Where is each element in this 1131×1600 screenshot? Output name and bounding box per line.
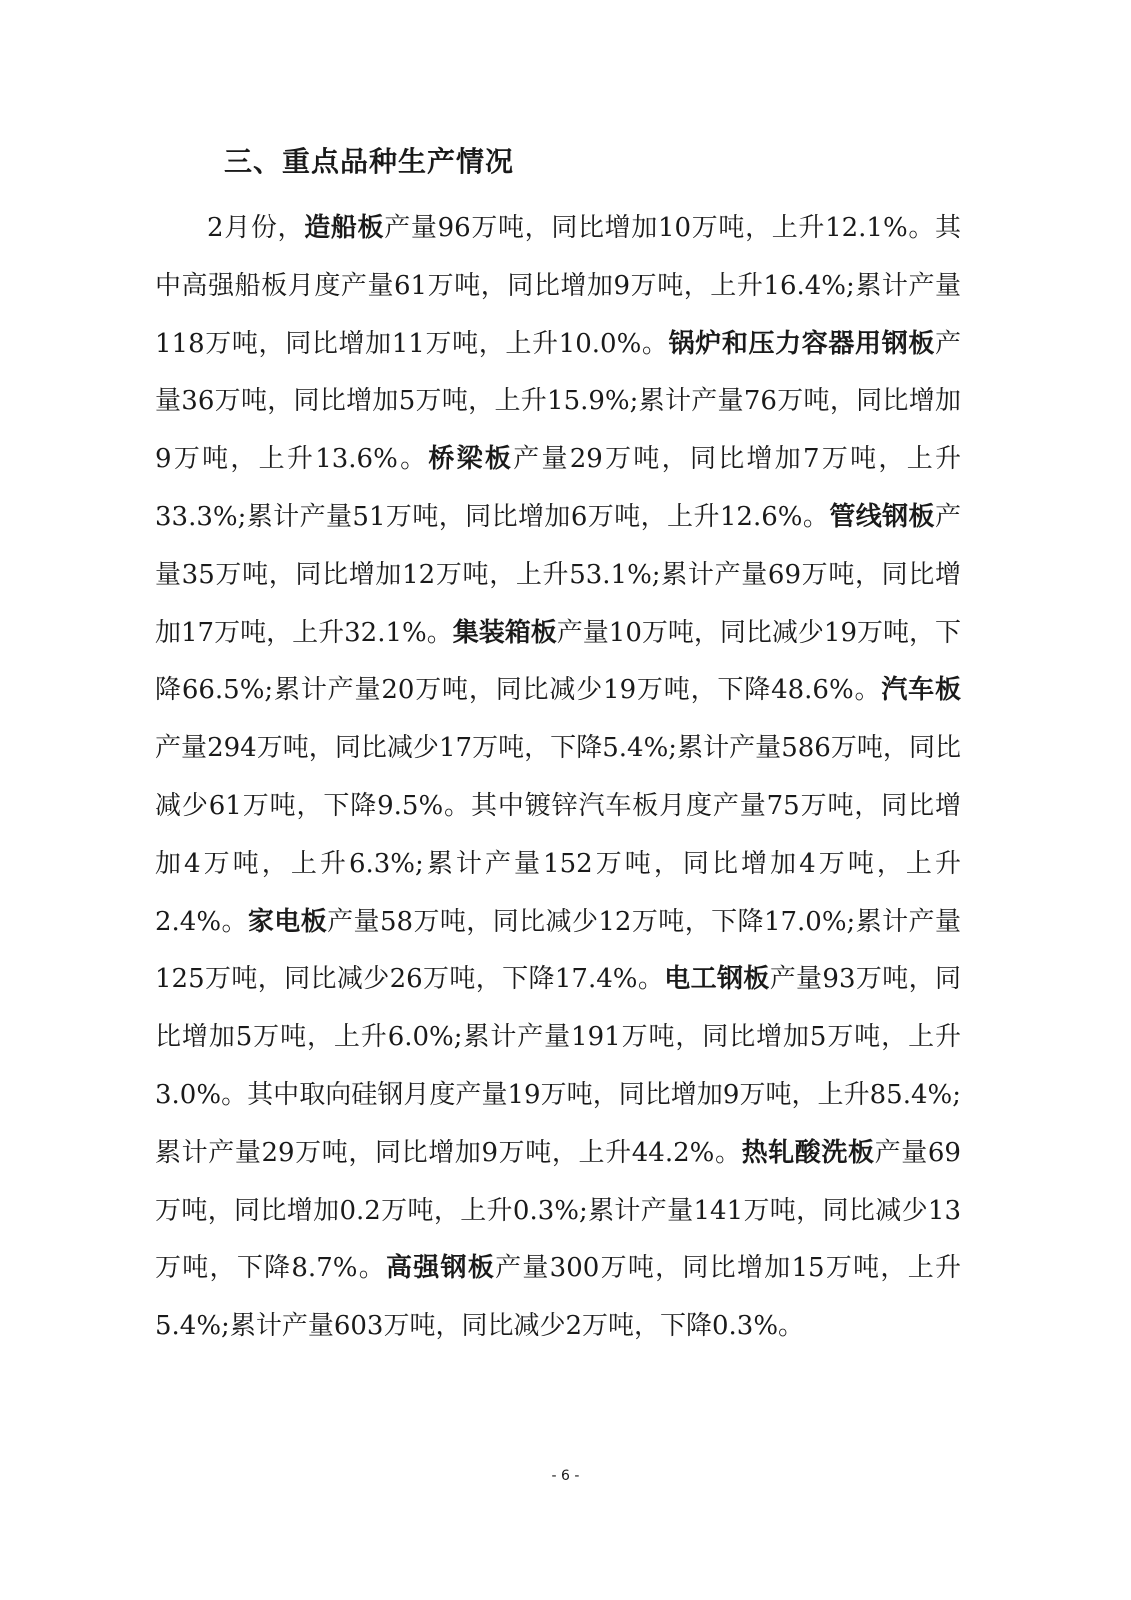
product-term: 造船板 [304, 213, 385, 243]
product-term: 高强钢板 [386, 1253, 496, 1284]
product-term: 管线钢板 [829, 501, 935, 532]
text-segment: 产量29万吨，同比增加7万吨，上升33.3%;累计产量51万吨，同比增加6万吨，上升12.6%。 [155, 444, 961, 532]
page-number: - 6 - [551, 1468, 580, 1484]
product-term: 家电板 [247, 906, 328, 937]
text-segment: 产量93万吨，同比增加5万吨，上升6.0%;累计产量191万吨，同比增加5万吨，上升3.0%。其中取向硅钢月度产量19万吨，同比增加9万吨，上升85.4%;累计产量29万吨，同比增加9万吨，上升44.2%。 [155, 964, 961, 1168]
text-segment: 产量10万吨，同比减少19万吨，下降66.5%;累计产量20万吨，同比减少19万吨，下降48.6%。 [155, 617, 961, 706]
text-segment: 产量294万吨，同比减少17万吨，下降5.4%;累计产量586万吨，同比减少61万吨，下降9.5%。其中镀锌汽车板月度产量75万吨，同比增加4万吨，上升6.3%;累计产量152万吨，同比增加4万吨，上升2.4%。 [155, 733, 961, 937]
product-term: 集装箱板 [452, 617, 557, 648]
text-segment: 产量36万吨，同比增加5万吨，上升15.9%;累计产量76万吨，同比增加9万吨，上升13.6%。 [155, 328, 961, 475]
section-heading: 三、重点品种生产情况 [224, 145, 515, 178]
text-segment: 产量58万吨，同比减少12万吨，下降17.0%;累计产量125万吨，同比减少26万吨，下降17.4%。 [155, 906, 961, 995]
text-segment: 产量35万吨，同比增加12万吨，上升53.1%;累计产量69万吨，同比增加17万吨，上升32.1%。 [155, 501, 961, 648]
text-segment: 产量69万吨，同比增加0.2万吨，上升0.3%;累计产量141万吨，同比减少13万吨，下降8.7%。 [155, 1137, 961, 1284]
product-term: 锅炉和压力容器用钢板 [668, 328, 935, 359]
product-term: 汽车板 [881, 675, 961, 706]
product-term: 热轧酸洗板 [741, 1137, 875, 1168]
text-segment: 产量300万吨，同比增加15万吨，上升5.4%;累计产量603万吨，同比减少2万吨，下降0.3%。 [155, 1253, 961, 1342]
body-paragraph [155, 200, 961, 1356]
product-term: 电工钢板 [664, 964, 770, 995]
text-segment: 2月份， [207, 213, 305, 243]
text-segment: 产量96万吨，同比增加10万吨，上升12.1%。其中高强船板月度产量61万吨，同比增加9万吨，上升16.4%;累计产量118万吨，同比增加11万吨，上升10.0%。 [155, 213, 962, 359]
product-term: 桥梁板 [428, 444, 514, 475]
